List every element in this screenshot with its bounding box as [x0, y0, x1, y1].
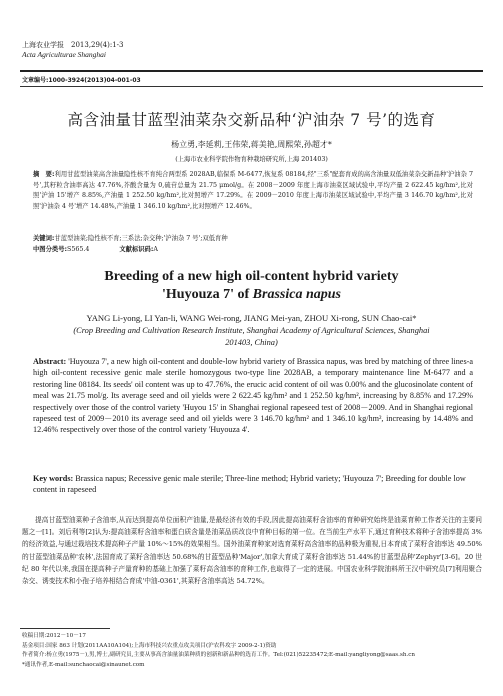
- footnote-corresponding: *通讯作者,E-mail:sunchaocai@sinaunet.com: [22, 661, 145, 668]
- authors-cn: 杨立勇,李延莉,王伟荣,蒋美艳,周熙荣,孙超才*: [171, 140, 332, 149]
- affiliation-en: (Crop Breeding and Cultivation Research Institute, Shanghai Academy of Agricultural Sciences, Shanghai 201403, China): [73, 326, 430, 347]
- article-number: 文章编号:1000-3924(2013)04-001-03: [22, 77, 141, 84]
- footnotes: [22, 632, 482, 670]
- keywords-cn-label: 关键词:: [33, 235, 55, 242]
- footnote-funding: 基金项目:国家 863 计划(2011AA10A104);上海市科技兴农重点攻关项目(沪农科攻字 2009-2-1)资助: [22, 642, 277, 649]
- header-rule-thin: [20, 86, 483, 87]
- journal-name-en: Acta Agriculturae Shanghai: [22, 50, 107, 59]
- affiliation-cn: (上海市农业科学院作物育种栽培研究所,上海 201403): [175, 156, 328, 163]
- title-en-line1: Breeding of a new high oil-content hybrid variety: [104, 269, 399, 284]
- title-en-line2: [0, 286, 503, 304]
- doc-code-value: A: [153, 246, 158, 253]
- title-cn: 高含油量甘蓝型油菜杂交新品种‘沪油杂 7 号’的选育: [67, 111, 436, 129]
- header-rule: [20, 70, 483, 72]
- clc-label: 中图分类号:: [33, 246, 68, 253]
- title-en: [0, 268, 503, 304]
- abstract-cn: [33, 170, 473, 212]
- abstract-en-label: Abstract:: [33, 357, 67, 366]
- clc-value: S565.4: [67, 246, 90, 253]
- keywords-cn-text: 甘蓝型油菜;隐性核不育;三系法;杂交种;'沪油杂 7 号';双低育种: [54, 235, 228, 242]
- keywords-en: [33, 473, 473, 496]
- journal-name-cn: 上海农业学报 2013,29(4):1-3: [22, 41, 124, 49]
- title-en-line2-prefix: 'Huyouza 7' of: [162, 287, 253, 302]
- classification-cn: [33, 245, 473, 256]
- abstract-cn-text: 利用甘蓝型油菜高含油量隐性核不育纯合两型系 2028AB,临保系 M-6477,恢复系 08184,经"三系"配套育成的高含油量双低油菜杂交新品种'沪油杂 7 号',其籽粒含油率高达 47.76%,芥酸含量为 0,硫苷总量为 21.75 μmol/g。在 2008－2009 年度上海市油菜区域试验中,平均产量 2 622.45 kg/hm²,比对照'沪油 15'增产 8.85%,产油量 1 252.50 kg/hm²,比对照增产 17.29%。在 2009－2010 年度上海市油菜区域试验中,平均产量 3 146.70 kg/hm²,比对照'沪油杂 4 号'增产 14.48%,产油量 1 346.10 kg/hm²,比对照增产 12.46%。: [33, 171, 473, 210]
- abstract-cn-label: 摘 要:: [33, 171, 55, 178]
- doc-code-label: 文献标识码:: [119, 246, 154, 253]
- footnote-author-bio: 作者简介:杨立勇(1975－),男,博士,副研究员,主要从事高含油量油菜种质的创新和新品种的选育工作。Tel:(021)52235472;E-mail:yangliyong@saas.sh.cn: [22, 652, 415, 658]
- title-en-species: Brassica napus: [252, 287, 341, 302]
- footnote-received: 收稿日期:2012－10－17: [22, 633, 86, 639]
- keywords-en-label: Key words:: [33, 474, 74, 483]
- keywords-en-text: Brassica napus; Recessive genic male sterile; Three-line method; Hybrid variety; 'Huyouza 7'; Breeding for double low content in rapeseed: [33, 474, 466, 495]
- footnote-rule: [20, 628, 110, 629]
- introduction-paragraph: 提高甘蓝型油菜种子含油率,从而达到提高单位面积产油量,是最经济有效的手段,因此提高油菜籽含油率的育种研究始终是油菜育种工作者关注的主要问题之一[1]。刘后利等[2]认为:提高油菜籽含油率和蛋白质含量是油菜品质改良中育种目标的第一位。在当前生产水平下,通过育种技术将种子含油率提高 3%的经济效益,与通过栽培技术提高种子产量 10%～15%的效果相当。国外油菜育种家对选育菜籽高含油率的品种极为重视,日本育成了菜籽含油率达 49.50%的甘蓝型油菜品种'农林',法国育成了菜籽含油率达 50.68%的甘蓝型品种'Major',加拿大育成了菜籽含油率达 51.44%的甘蓝型品种'Zephyr'[3-6]。20 世纪 80 年代以来,我国在提高种子产量育种的基础上加强了菜籽高含油率的育种工作,也取得了一定的进展。中国农业科学院油料所王汉中研究员[7]利用聚合杂交、诱变技术和小孢子培养相结合育成'中油-0361',其菜籽含油率高达 54.72%。: [22, 516, 482, 586]
- abstract-en-text: 'Huyouza 7', a new high oil-content and double-low hybrid variety of Brassica napus, was bred by matching of three lines-a high oil-content recessive genic male sterile homozygous two-type line 2028AB, a temporary maintenance line M-6477 and a restoring line 08184. Its seeds' oil content was up to 47.76%, the erucic acid content of oil was 0.00% and the glucosinolate content of meal was 21.75 mol/g. Its average seed and oil yields were 2 622.45 kg/hm² and 1 252.50 kg/hm², increasing by 8.85% and 17.29% respectively over those of the control variety 'Huyou 15' in Shanghai regional rapeseed test of 2008－2009. And in Shanghai regional rapeseed test of 2009－2010 its average seed and oil yields were 3 146.70 kg/hm² and 1 346.10 kg/hm², increasing by 14.48% and 12.46% respectively over those of the control variety 'Huyouza 4'.: [33, 357, 473, 435]
- abstract-en: [33, 356, 473, 436]
- authors-en: YANG Li-yong, LI Yan-li, WANG Wei-rong, JIANG Mei-yan, ZHOU Xi-rong, SUN Chao-cai*: [86, 313, 417, 323]
- keywords-cn: [33, 234, 473, 245]
- journal-header: [22, 40, 124, 60]
